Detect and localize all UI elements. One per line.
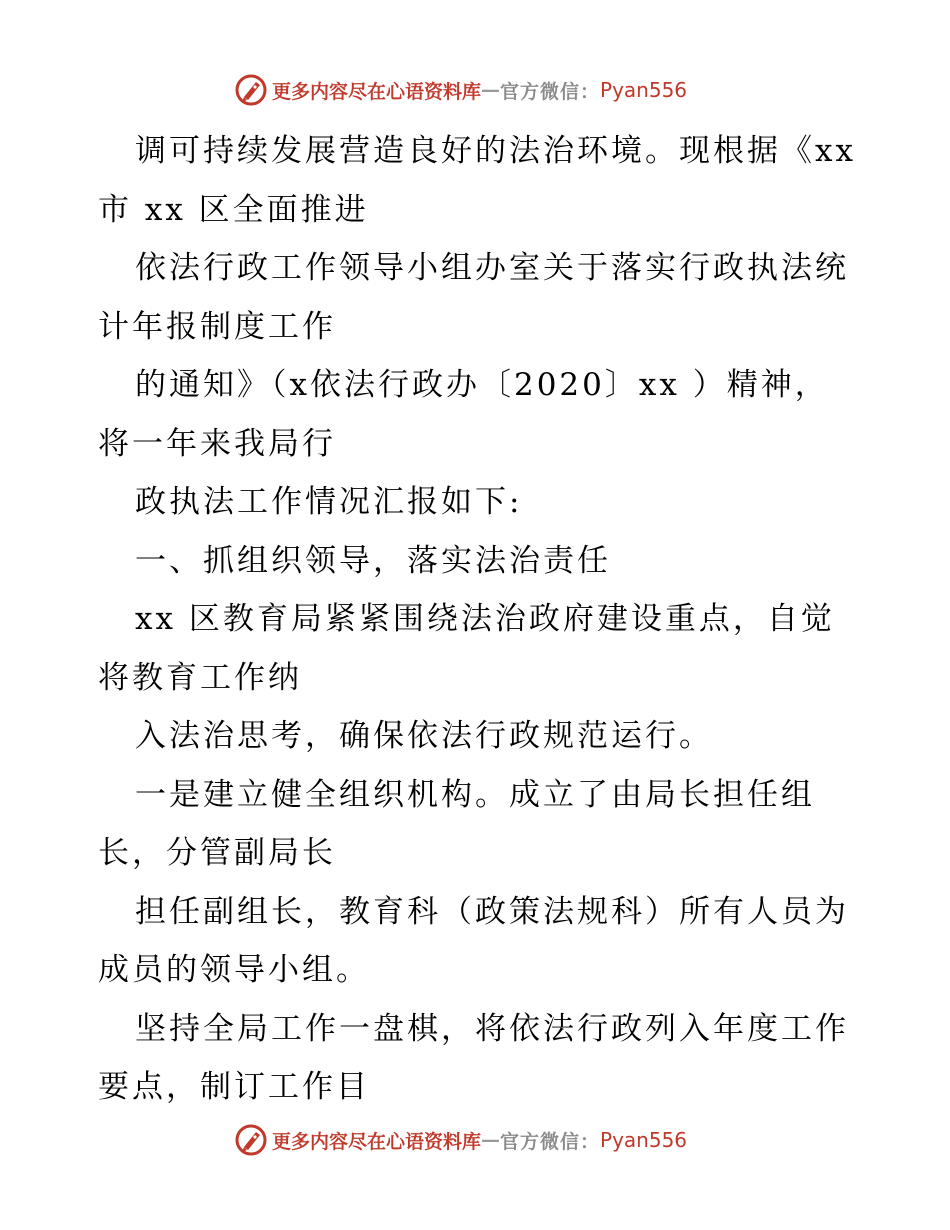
footer-watermark xyxy=(234,1122,687,1158)
header-watermark xyxy=(234,72,687,108)
text-line: 的通知》（x依法行政办〔2020〕xx ）精神， xyxy=(135,367,829,403)
text-line: 计年报制度工作 xyxy=(98,308,336,345)
watermark-account-id: Pyan556 xyxy=(600,1128,688,1152)
text-line: 成员的领导小组。 xyxy=(98,952,370,988)
text-line: 政执法工作情况汇报如下: xyxy=(135,484,523,520)
pen-nib-logo-icon xyxy=(234,1123,268,1157)
text-line: 坚持全局工作一盘棋，将依法行政列入年度工作 xyxy=(135,1010,849,1047)
text-line: xx 区教育局紧紧围绕法治政府建设重点，自觉 xyxy=(135,601,835,637)
pen-nib-logo-icon xyxy=(234,73,268,107)
text-line: 一、抓组织领导，落实法治责任 xyxy=(135,542,611,579)
text-line: 市 xx 区全面推进 xyxy=(98,191,369,228)
watermark-main-text: 更多内容尽在心语资料库 xyxy=(272,1130,482,1153)
document-body xyxy=(98,122,858,1117)
text-line: 一是建立健全组织机构。成立了由局长担任组 xyxy=(135,776,815,813)
text-line: 入法治思考，确保依法行政规范运行。 xyxy=(135,718,713,754)
watermark-official-label: 官方微信： xyxy=(500,80,601,103)
text-line: 将教育工作纳 xyxy=(98,659,302,696)
text-line: 将一年来我局行 xyxy=(98,425,336,462)
watermark-official-label: 官方微信： xyxy=(500,1130,601,1153)
watermark-separator: — xyxy=(481,1129,501,1151)
text-line: 担任副组长，教育科（政策法规科）所有人员为 xyxy=(135,893,849,930)
watermark-separator: — xyxy=(481,79,501,101)
watermark-main-text: 更多内容尽在心语资料库 xyxy=(272,80,482,103)
text-line: 要点，制订工作目 xyxy=(98,1069,370,1105)
text-line: 调可持续发展营造良好的法治环境。现根据《xx xyxy=(135,133,856,169)
watermark-account-id: Pyan556 xyxy=(600,78,688,102)
text-line: 长，分管副局长 xyxy=(98,835,336,871)
text-line: 依法行政工作领导小组办室关于落实行政执法统 xyxy=(135,250,849,286)
